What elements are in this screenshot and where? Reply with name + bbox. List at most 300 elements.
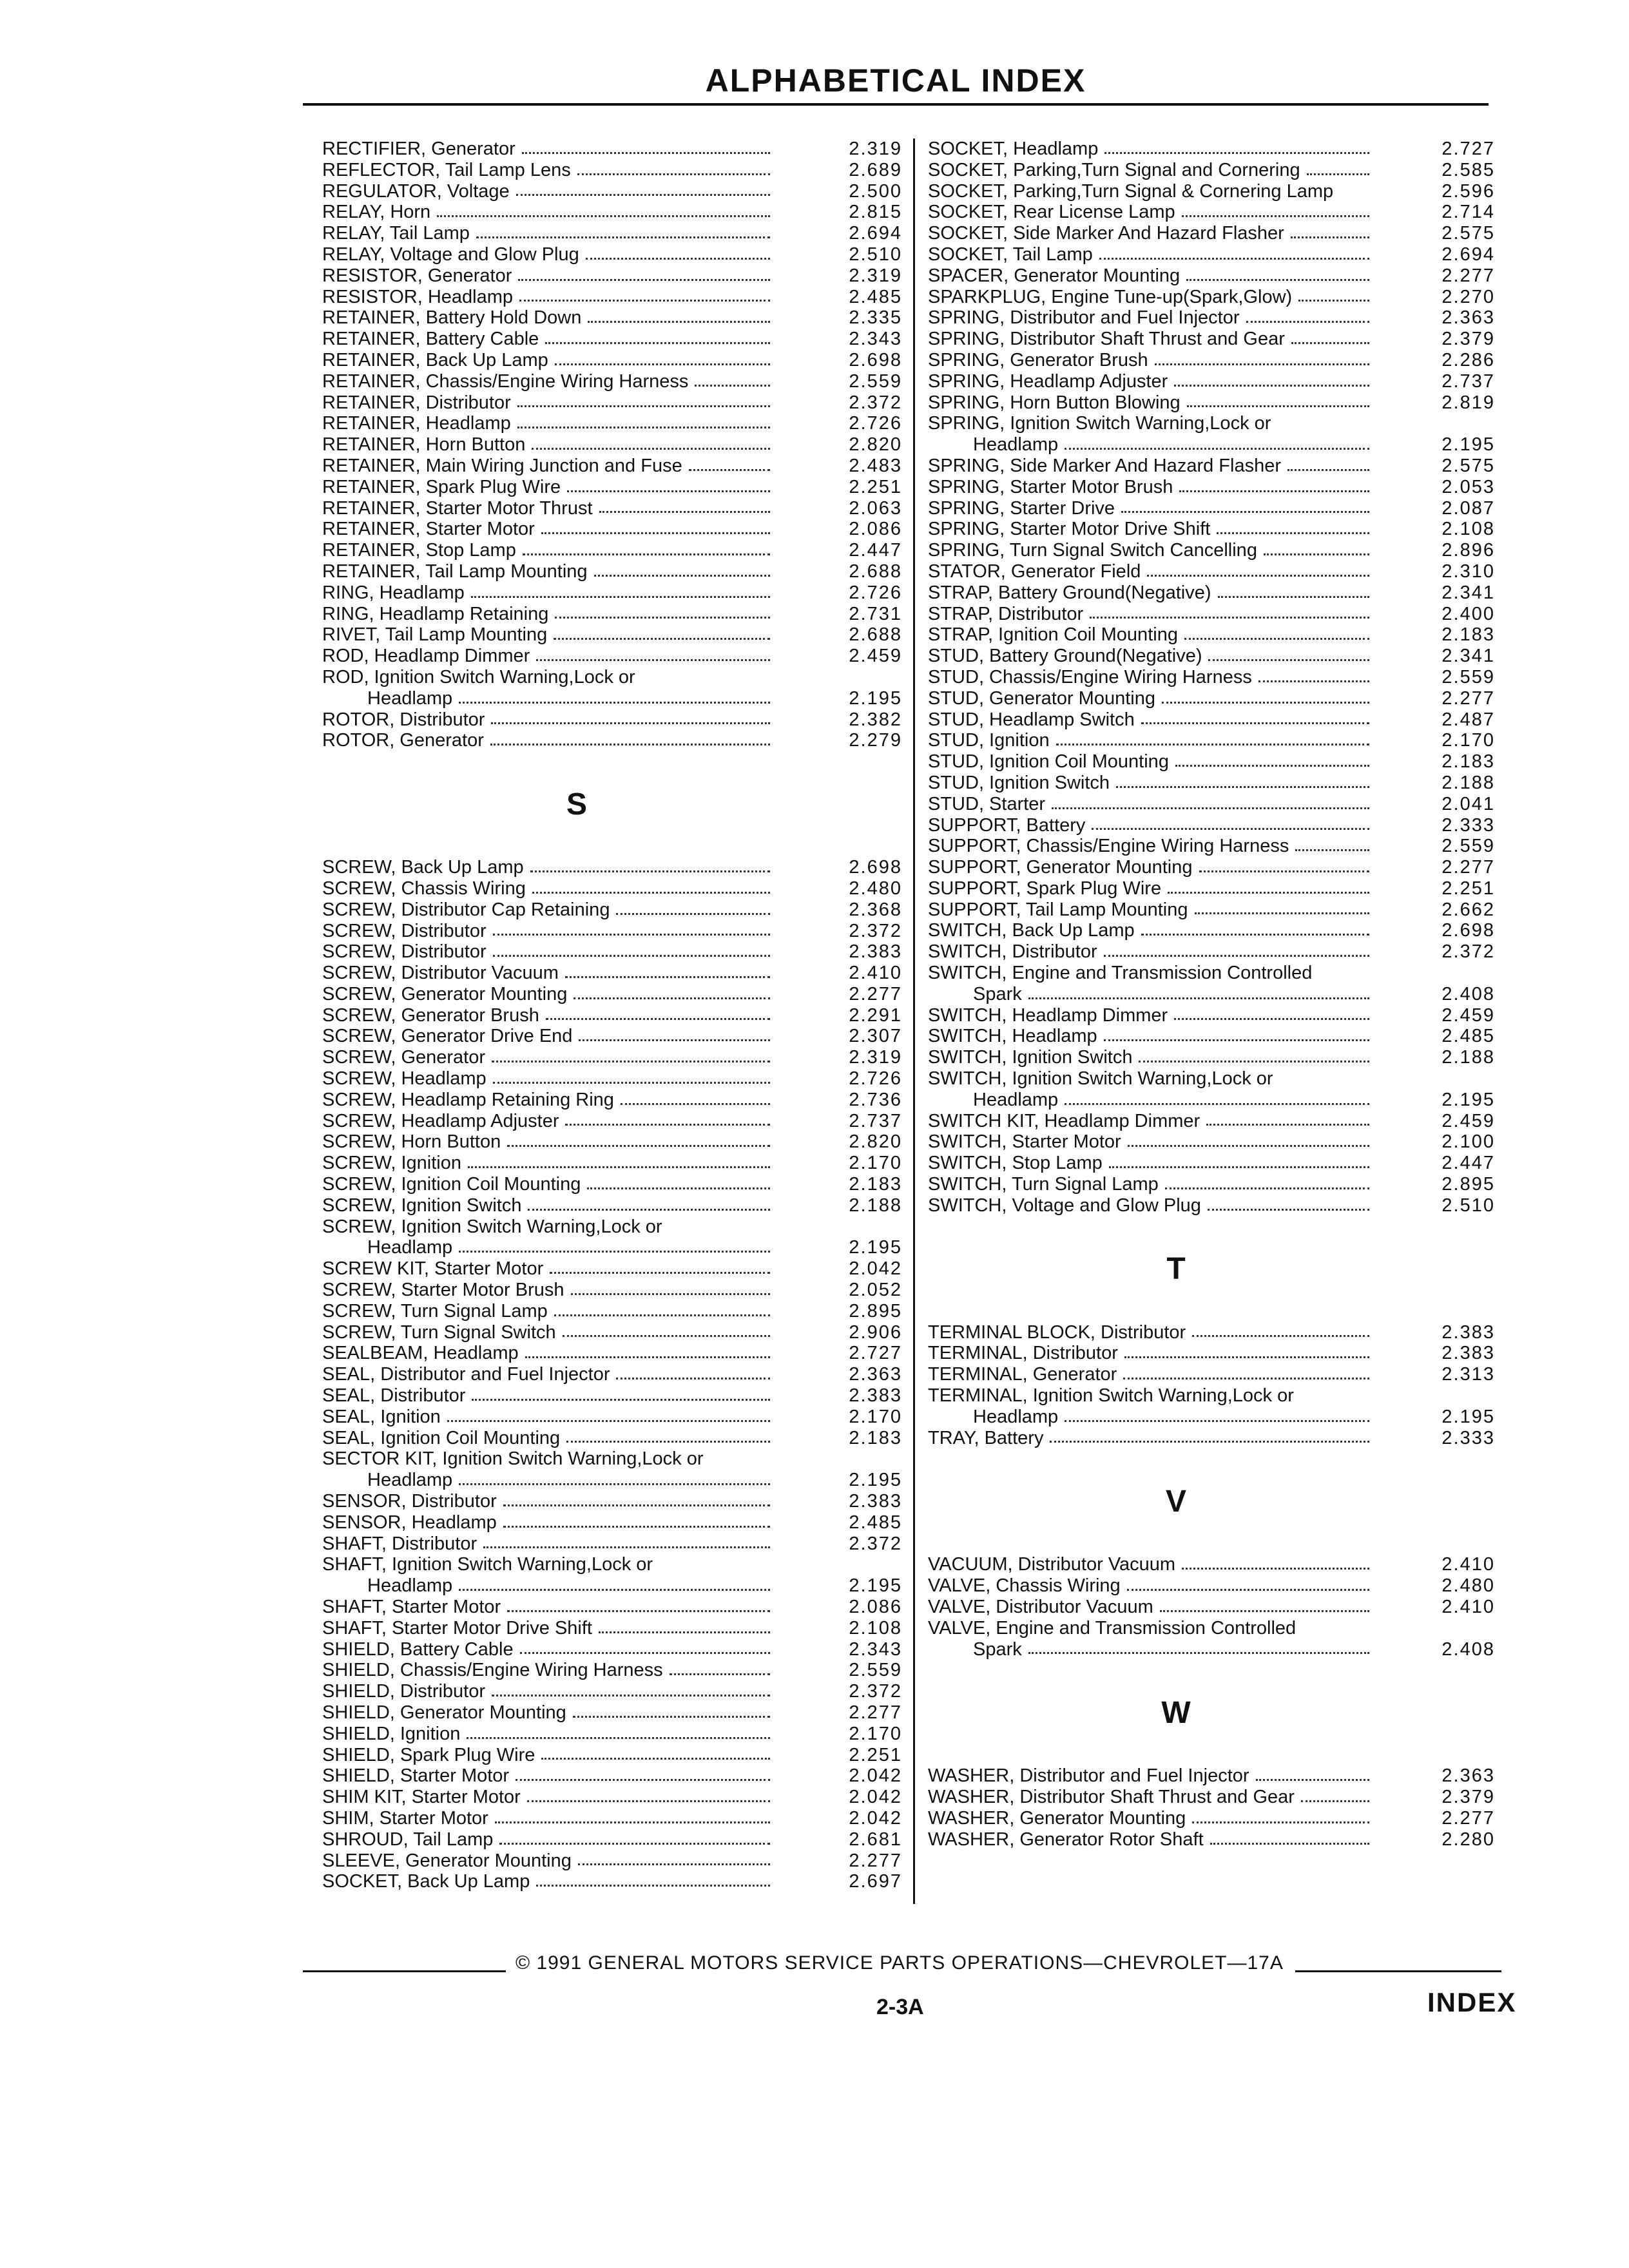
dot-leader bbox=[599, 511, 770, 513]
entry-label: RESISTOR, Generator bbox=[322, 265, 512, 286]
dot-leader bbox=[536, 1885, 770, 1887]
dot-leader bbox=[599, 1631, 770, 1633]
index-entry bbox=[322, 540, 902, 561]
dot-leader bbox=[1184, 638, 1369, 640]
entry-label: STUD, Ignition Coil Mounting bbox=[928, 751, 1169, 773]
index-entry bbox=[928, 540, 1495, 561]
entry-page-ref: 2.714 bbox=[1441, 202, 1495, 223]
dot-leader bbox=[1192, 1335, 1369, 1337]
index-entry bbox=[322, 1724, 902, 1745]
entry-label: SCREW, Starter Motor Brush bbox=[322, 1280, 564, 1301]
dot-leader bbox=[541, 532, 770, 534]
entry-label: RETAINER, Starter Motor Thrust bbox=[322, 497, 593, 519]
entry-label: SWITCH, Headlamp bbox=[928, 1026, 1097, 1047]
dot-leader bbox=[1052, 807, 1369, 809]
entry-page-ref: 2.183 bbox=[849, 1427, 902, 1448]
entry-page-ref: 2.183 bbox=[1441, 751, 1495, 773]
entry-label: SWITCH, Voltage and Glow Plug bbox=[928, 1195, 1201, 1216]
index-entry-continuation bbox=[322, 688, 902, 709]
entry-label: SOCKET, Parking,Turn Signal and Cornering bbox=[928, 159, 1300, 180]
entry-page-ref: 2.341 bbox=[1441, 646, 1495, 667]
entry-label: Headlamp bbox=[973, 1089, 1059, 1110]
dot-leader bbox=[1141, 722, 1369, 724]
entry-page-ref: 2.697 bbox=[849, 1871, 902, 1892]
entry-page-ref: 2.559 bbox=[849, 1660, 902, 1681]
title-rule bbox=[303, 103, 1489, 106]
dot-leader bbox=[517, 427, 770, 428]
entry-label: STRAP, Distributor bbox=[928, 603, 1084, 624]
dot-leader bbox=[517, 405, 770, 407]
dot-leader bbox=[507, 1145, 770, 1147]
dot-leader bbox=[527, 1800, 770, 1802]
dot-leader bbox=[491, 722, 770, 724]
index-entry bbox=[322, 1702, 902, 1724]
index-entry bbox=[322, 287, 902, 308]
index-entry bbox=[322, 1681, 902, 1702]
entry-label: STUD, Starter bbox=[928, 793, 1046, 814]
entry-page-ref: 2.251 bbox=[1441, 878, 1495, 899]
entry-page-ref: 2.170 bbox=[849, 1153, 902, 1174]
dot-leader bbox=[577, 173, 770, 175]
index-entry bbox=[322, 1385, 902, 1407]
entry-page-ref: 2.372 bbox=[849, 392, 902, 413]
entry-page-ref: 2.383 bbox=[1441, 1343, 1495, 1364]
dot-leader bbox=[554, 1314, 770, 1316]
dot-leader bbox=[493, 955, 770, 957]
dot-leader bbox=[565, 976, 770, 978]
index-entry bbox=[322, 1660, 902, 1681]
entry-label: SEALBEAM, Headlamp bbox=[322, 1343, 519, 1364]
entry-page-ref: 2.688 bbox=[849, 624, 902, 646]
entry-label: VALVE, Distributor Vacuum bbox=[928, 1597, 1153, 1618]
dot-leader bbox=[1165, 1187, 1369, 1189]
entry-label: STRAP, Ignition Coil Mounting bbox=[928, 624, 1178, 646]
entry-label: REGULATOR, Voltage bbox=[322, 180, 510, 202]
entry-label: SCREW, Ignition bbox=[322, 1153, 461, 1174]
index-entry bbox=[322, 1258, 902, 1280]
dot-leader bbox=[492, 1695, 770, 1696]
index-entry bbox=[928, 1597, 1495, 1618]
dot-leader bbox=[493, 1082, 770, 1084]
entry-page-ref: 2.379 bbox=[1441, 329, 1495, 350]
dot-leader bbox=[459, 1589, 770, 1591]
index-entry bbox=[928, 709, 1495, 731]
entry-label: RETAINER, Headlamp bbox=[322, 413, 511, 434]
index-entry bbox=[322, 1618, 902, 1639]
dot-leader bbox=[1291, 236, 1369, 238]
index-entry bbox=[928, 836, 1495, 857]
entry-page-ref: 2.727 bbox=[849, 1343, 902, 1364]
dot-leader bbox=[1139, 1061, 1369, 1062]
entry-page-ref: 2.906 bbox=[849, 1321, 902, 1343]
entry-page-ref: 2.063 bbox=[849, 497, 902, 519]
entry-page-ref: 2.447 bbox=[1441, 1153, 1495, 1174]
section-label: INDEX bbox=[1427, 1987, 1517, 2017]
dot-leader bbox=[689, 469, 770, 471]
index-entry bbox=[928, 1026, 1495, 1047]
entry-label: SCREW, Headlamp Adjuster bbox=[322, 1110, 559, 1131]
entry-label: SOCKET, Side Marker And Hazard Flasher bbox=[928, 223, 1284, 244]
entry-page-ref: 2.100 bbox=[1441, 1131, 1495, 1153]
section-letter: T bbox=[1166, 1252, 1186, 1287]
index-entry bbox=[928, 1829, 1495, 1850]
entry-label: RING, Headlamp Retaining bbox=[322, 603, 549, 624]
dot-leader bbox=[695, 385, 770, 387]
entry-label: SOCKET, Tail Lamp bbox=[928, 244, 1093, 265]
entry-label: SCREW KIT, Starter Motor bbox=[322, 1258, 544, 1280]
entry-page-ref: 2.510 bbox=[1441, 1195, 1495, 1216]
entry-label: SHAFT, Ignition Switch Warning,Lock or bbox=[322, 1554, 653, 1575]
entry-label: STUD, Chassis/Engine Wiring Harness bbox=[928, 666, 1252, 687]
entry-label: SUPPORT, Generator Mounting bbox=[928, 857, 1193, 878]
entry-label: SCREW, Headlamp Retaining Ring bbox=[322, 1089, 614, 1110]
dot-leader bbox=[503, 1504, 770, 1506]
entry-label: STUD, Ignition bbox=[928, 730, 1050, 751]
entry-page-ref: 2.183 bbox=[1441, 624, 1495, 646]
entry-label: Headlamp bbox=[973, 1406, 1059, 1427]
entry-page-ref: 2.195 bbox=[849, 1470, 902, 1491]
dot-leader bbox=[459, 1251, 770, 1253]
entry-label: SHAFT, Distributor bbox=[322, 1533, 477, 1554]
entry-page-ref: 2.483 bbox=[849, 455, 902, 476]
entry-page-ref: 2.408 bbox=[1441, 983, 1495, 1004]
entry-page-ref: 2.459 bbox=[849, 646, 902, 667]
index-entry bbox=[322, 139, 902, 160]
entry-label: SWITCH, Stop Lamp bbox=[928, 1153, 1103, 1174]
entry-label: SWITCH, Starter Motor bbox=[928, 1131, 1121, 1153]
entry-page-ref: 2.363 bbox=[1441, 1765, 1495, 1787]
index-entry bbox=[322, 1639, 902, 1660]
index-entry bbox=[322, 561, 902, 582]
entry-label: RETAINER, Back Up Lamp bbox=[322, 349, 548, 370]
dot-leader bbox=[1218, 596, 1370, 598]
footer-copyright: © 1991 GENERAL MOTORS SERVICE PARTS OPERATIONS—CHEVROLET—17A bbox=[516, 1952, 1284, 1974]
entry-page-ref: 2.042 bbox=[849, 1765, 902, 1787]
dot-leader bbox=[523, 553, 770, 555]
entry-label: SPRING, Headlamp Adjuster bbox=[928, 370, 1168, 392]
entry-label: RETAINER, Main Wiring Junction and Fuse bbox=[322, 455, 682, 476]
entry-label: SCREW, Distributor Cap Retaining bbox=[322, 899, 610, 920]
index-entry bbox=[928, 730, 1495, 751]
index-entry-continuation bbox=[928, 1090, 1495, 1111]
entry-page-ref: 2.559 bbox=[1441, 666, 1495, 687]
entry-page-ref: 2.319 bbox=[849, 265, 902, 286]
index-entry bbox=[928, 1047, 1495, 1068]
entry-page-ref: 2.372 bbox=[849, 1533, 902, 1554]
index-entry bbox=[928, 646, 1495, 667]
dot-leader bbox=[1090, 617, 1369, 619]
entry-page-ref: 2.042 bbox=[849, 1807, 902, 1829]
dot-leader bbox=[1123, 1378, 1369, 1379]
entry-page-ref: 2.368 bbox=[849, 899, 902, 920]
dot-leader bbox=[588, 321, 770, 323]
index-entry-continuation bbox=[322, 1575, 902, 1597]
entry-label: RETAINER, Chassis/Engine Wiring Harness bbox=[322, 370, 689, 392]
entry-page-ref: 2.277 bbox=[1441, 265, 1495, 286]
index-entry bbox=[928, 1765, 1495, 1787]
entry-page-ref: 2.333 bbox=[1441, 1427, 1495, 1448]
index-entry bbox=[928, 1343, 1495, 1364]
index-entry bbox=[322, 857, 902, 878]
index-entry-continuation bbox=[928, 1639, 1495, 1660]
dot-leader bbox=[616, 1378, 770, 1379]
dot-leader bbox=[503, 1526, 770, 1528]
index-entry bbox=[928, 815, 1495, 836]
index-entry bbox=[322, 582, 902, 604]
entry-page-ref: 2.559 bbox=[1441, 836, 1495, 857]
index-entry bbox=[928, 477, 1495, 498]
entry-label: SEAL, Distributor and Fuel Injector bbox=[322, 1364, 610, 1385]
entry-label: WASHER, Generator Mounting bbox=[928, 1808, 1186, 1829]
entry-page-ref: 2.895 bbox=[849, 1300, 902, 1321]
index-entry bbox=[928, 1005, 1495, 1026]
entry-page-ref: 2.277 bbox=[849, 1702, 902, 1723]
entry-page-ref: 2.277 bbox=[1441, 1808, 1495, 1829]
index-entry bbox=[322, 1195, 902, 1216]
dot-leader bbox=[467, 1737, 770, 1739]
entry-label: SWITCH, Ignition Switch bbox=[928, 1047, 1133, 1068]
entry-label: TERMINAL, Generator bbox=[928, 1364, 1117, 1385]
entry-label: SPRING, Side Marker And Hazard Flasher bbox=[928, 455, 1281, 476]
entry-page-ref: 2.188 bbox=[849, 1195, 902, 1216]
section-letter: V bbox=[1165, 1484, 1186, 1519]
dot-leader bbox=[1162, 702, 1369, 704]
entry-page-ref: 2.280 bbox=[1441, 1829, 1495, 1850]
entry-label: SCREW, Turn Signal Switch bbox=[322, 1321, 556, 1343]
dot-leader bbox=[566, 1441, 770, 1443]
entry-page-ref: 2.408 bbox=[1441, 1639, 1495, 1660]
entry-page-ref: 2.195 bbox=[849, 1237, 902, 1258]
entry-page-ref: 2.820 bbox=[849, 434, 902, 456]
index-entry bbox=[322, 1850, 902, 1872]
index-entry bbox=[322, 1808, 902, 1829]
index-entry bbox=[322, 646, 902, 667]
entry-page-ref: 2.251 bbox=[849, 1744, 902, 1765]
dot-leader bbox=[1160, 1610, 1369, 1612]
dot-leader bbox=[516, 194, 770, 196]
index-entry bbox=[928, 1195, 1495, 1216]
index-entry bbox=[322, 1343, 902, 1364]
index-entry bbox=[322, 624, 902, 646]
index-entry bbox=[928, 1174, 1495, 1195]
index-entry bbox=[928, 1787, 1495, 1808]
entry-label: SCREW, Headlamp bbox=[322, 1068, 487, 1090]
dot-leader bbox=[532, 892, 770, 894]
index-entry bbox=[928, 667, 1495, 688]
dot-leader bbox=[1028, 997, 1369, 999]
index-entry bbox=[322, 350, 902, 371]
index-entry bbox=[322, 244, 902, 265]
entry-label: Headlamp bbox=[367, 687, 453, 709]
section-letter: W bbox=[1161, 1695, 1191, 1730]
entry-label: SCREW, Ignition Coil Mounting bbox=[322, 1174, 581, 1195]
dot-leader bbox=[1028, 1652, 1369, 1654]
entry-page-ref: 2.188 bbox=[1441, 1047, 1495, 1068]
dot-leader bbox=[621, 1103, 770, 1105]
dot-leader bbox=[541, 1758, 770, 1760]
entry-label: Headlamp bbox=[367, 1237, 453, 1258]
index-entry bbox=[322, 434, 902, 456]
entry-label: SPRING, Distributor Shaft Thrust and Gear bbox=[928, 329, 1285, 350]
dot-leader bbox=[567, 490, 770, 492]
entry-page-ref: 2.313 bbox=[1441, 1364, 1495, 1385]
entry-page-ref: 2.108 bbox=[849, 1617, 902, 1639]
entry-page-ref: 2.447 bbox=[849, 540, 902, 561]
entry-label: RESISTOR, Headlamp bbox=[322, 286, 514, 307]
entry-label: SCREW, Generator Drive End bbox=[322, 1026, 573, 1047]
dot-leader bbox=[1147, 575, 1369, 577]
entry-label: SUPPORT, Chassis/Engine Wiring Harness bbox=[928, 836, 1289, 857]
dot-leader bbox=[1307, 173, 1369, 175]
entry-page-ref: 2.042 bbox=[849, 1258, 902, 1280]
dot-leader bbox=[516, 1779, 770, 1781]
index-entry bbox=[322, 392, 902, 414]
index-entry bbox=[928, 688, 1495, 709]
dot-leader bbox=[1104, 152, 1369, 154]
dot-leader bbox=[1182, 215, 1369, 217]
dot-leader bbox=[483, 1546, 770, 1548]
entry-label: SCREW, Generator bbox=[322, 1047, 486, 1068]
page-title: ALPHABETICAL INDEX bbox=[705, 62, 1086, 99]
index-entry bbox=[928, 181, 1495, 202]
entry-page-ref: 2.383 bbox=[1441, 1321, 1495, 1343]
entry-label: SCREW, Horn Button bbox=[322, 1131, 501, 1153]
entry-page-ref: 2.307 bbox=[849, 1026, 902, 1047]
index-entry bbox=[928, 773, 1495, 794]
index-entry bbox=[322, 307, 902, 329]
entry-page-ref: 2.087 bbox=[1441, 497, 1495, 519]
entry-page-ref: 2.277 bbox=[1441, 687, 1495, 709]
dot-leader bbox=[472, 1399, 770, 1401]
index-entry bbox=[928, 1322, 1495, 1343]
index-entry bbox=[322, 371, 902, 392]
entry-label: SWITCH, Engine and Transmission Controlled bbox=[928, 963, 1313, 984]
entry-label: SWITCH, Back Up Lamp bbox=[928, 920, 1135, 941]
index-entry bbox=[322, 1047, 902, 1068]
dot-leader bbox=[587, 1187, 770, 1189]
index-entry bbox=[928, 371, 1495, 392]
entry-page-ref: 2.195 bbox=[1441, 434, 1495, 456]
entry-page-ref: 2.310 bbox=[1441, 561, 1495, 582]
dot-leader bbox=[574, 997, 770, 999]
dot-leader bbox=[1182, 1568, 1369, 1570]
index-entry bbox=[928, 1111, 1495, 1132]
dot-leader bbox=[492, 1061, 770, 1062]
dot-leader bbox=[554, 638, 770, 640]
entry-page-ref: 2.383 bbox=[849, 1385, 902, 1407]
entry-label: SHIELD, Starter Motor bbox=[322, 1765, 510, 1787]
entry-label: RELAY, Tail Lamp bbox=[322, 223, 470, 244]
entry-label: RETAINER, Tail Lamp Mounting bbox=[322, 561, 588, 582]
entry-page-ref: 2.815 bbox=[849, 202, 902, 223]
entry-label: SWITCH KIT, Headlamp Dimmer bbox=[928, 1110, 1200, 1131]
dot-leader bbox=[1056, 744, 1369, 745]
entry-page-ref: 2.277 bbox=[849, 983, 902, 1004]
entry-label: STUD, Ignition Switch bbox=[928, 772, 1110, 793]
index-entry bbox=[322, 519, 902, 540]
entry-page-ref: 2.896 bbox=[1441, 540, 1495, 561]
entry-label: RIVET, Tail Lamp Mounting bbox=[322, 624, 548, 646]
dot-leader bbox=[1258, 680, 1369, 682]
entry-label: SHIELD, Generator Mounting bbox=[322, 1702, 566, 1723]
dot-leader bbox=[1210, 1843, 1369, 1845]
entry-label: TERMINAL BLOCK, Distributor bbox=[928, 1321, 1186, 1343]
dot-leader bbox=[546, 1018, 770, 1020]
dot-leader bbox=[459, 1483, 770, 1485]
dot-leader bbox=[1065, 448, 1369, 450]
entry-page-ref: 2.698 bbox=[1441, 920, 1495, 941]
dot-leader bbox=[437, 215, 770, 217]
dot-leader bbox=[536, 659, 770, 661]
index-entry bbox=[928, 1385, 1495, 1407]
entry-page-ref: 2.286 bbox=[1441, 349, 1495, 370]
entry-page-ref: 2.819 bbox=[1441, 392, 1495, 413]
entry-page-ref: 2.737 bbox=[1441, 370, 1495, 392]
entry-page-ref: 2.698 bbox=[849, 857, 902, 878]
index-entry bbox=[322, 1597, 902, 1618]
index-entry bbox=[322, 1428, 902, 1449]
entry-page-ref: 2.726 bbox=[849, 1068, 902, 1090]
index-entry bbox=[322, 921, 902, 942]
entry-page-ref: 2.400 bbox=[1441, 603, 1495, 624]
index-entry bbox=[928, 1808, 1495, 1829]
entry-page-ref: 2.291 bbox=[849, 1004, 902, 1026]
entry-label: Spark bbox=[973, 983, 1022, 1004]
entry-label: SPRING, Ignition Switch Warning,Lock or bbox=[928, 413, 1271, 434]
entry-label: Headlamp bbox=[367, 1575, 453, 1597]
entry-label: TERMINAL, Distributor bbox=[928, 1343, 1118, 1364]
dot-leader bbox=[594, 575, 770, 577]
dot-leader bbox=[1099, 258, 1369, 260]
entry-page-ref: 2.086 bbox=[849, 519, 902, 540]
entry-label: SWITCH, Headlamp Dimmer bbox=[928, 1004, 1168, 1026]
dot-leader bbox=[1121, 511, 1369, 513]
index-entry bbox=[928, 519, 1495, 540]
index-entry bbox=[928, 350, 1495, 371]
index-entry bbox=[322, 160, 902, 181]
dot-leader bbox=[1168, 892, 1369, 894]
index-entry bbox=[322, 899, 902, 921]
entry-label: SWITCH, Turn Signal Lamp bbox=[928, 1174, 1159, 1195]
entry-label: SCREW, Turn Signal Lamp bbox=[322, 1300, 548, 1321]
index-entry bbox=[928, 1428, 1495, 1449]
entry-page-ref: 2.487 bbox=[1441, 709, 1495, 730]
entry-label: RELAY, Voltage and Glow Plug bbox=[322, 244, 579, 265]
entry-page-ref: 2.559 bbox=[849, 370, 902, 392]
entry-label: RELAY, Horn bbox=[322, 202, 431, 223]
entry-page-ref: 2.372 bbox=[849, 920, 902, 941]
dot-leader bbox=[471, 596, 770, 598]
column-divider bbox=[913, 139, 915, 1904]
entry-label: TRAY, Battery bbox=[928, 1427, 1044, 1448]
index-entry-continuation bbox=[928, 984, 1495, 1005]
index-entry bbox=[322, 413, 902, 434]
entry-page-ref: 2.410 bbox=[849, 963, 902, 984]
index-entry bbox=[928, 244, 1495, 265]
entry-label: RETAINER, Distributor bbox=[322, 392, 511, 413]
entry-label: STUD, Headlamp Switch bbox=[928, 709, 1135, 730]
entry-page-ref: 2.251 bbox=[849, 476, 902, 497]
index-entry bbox=[928, 582, 1495, 604]
footer-rule-right bbox=[1295, 1970, 1501, 1972]
entry-page-ref: 2.575 bbox=[1441, 223, 1495, 244]
dot-leader bbox=[579, 1039, 770, 1041]
index-entry bbox=[322, 604, 902, 625]
index-entry bbox=[322, 941, 902, 963]
dot-leader bbox=[1175, 765, 1369, 767]
dot-leader bbox=[1295, 849, 1369, 851]
entry-page-ref: 2.731 bbox=[849, 603, 902, 624]
